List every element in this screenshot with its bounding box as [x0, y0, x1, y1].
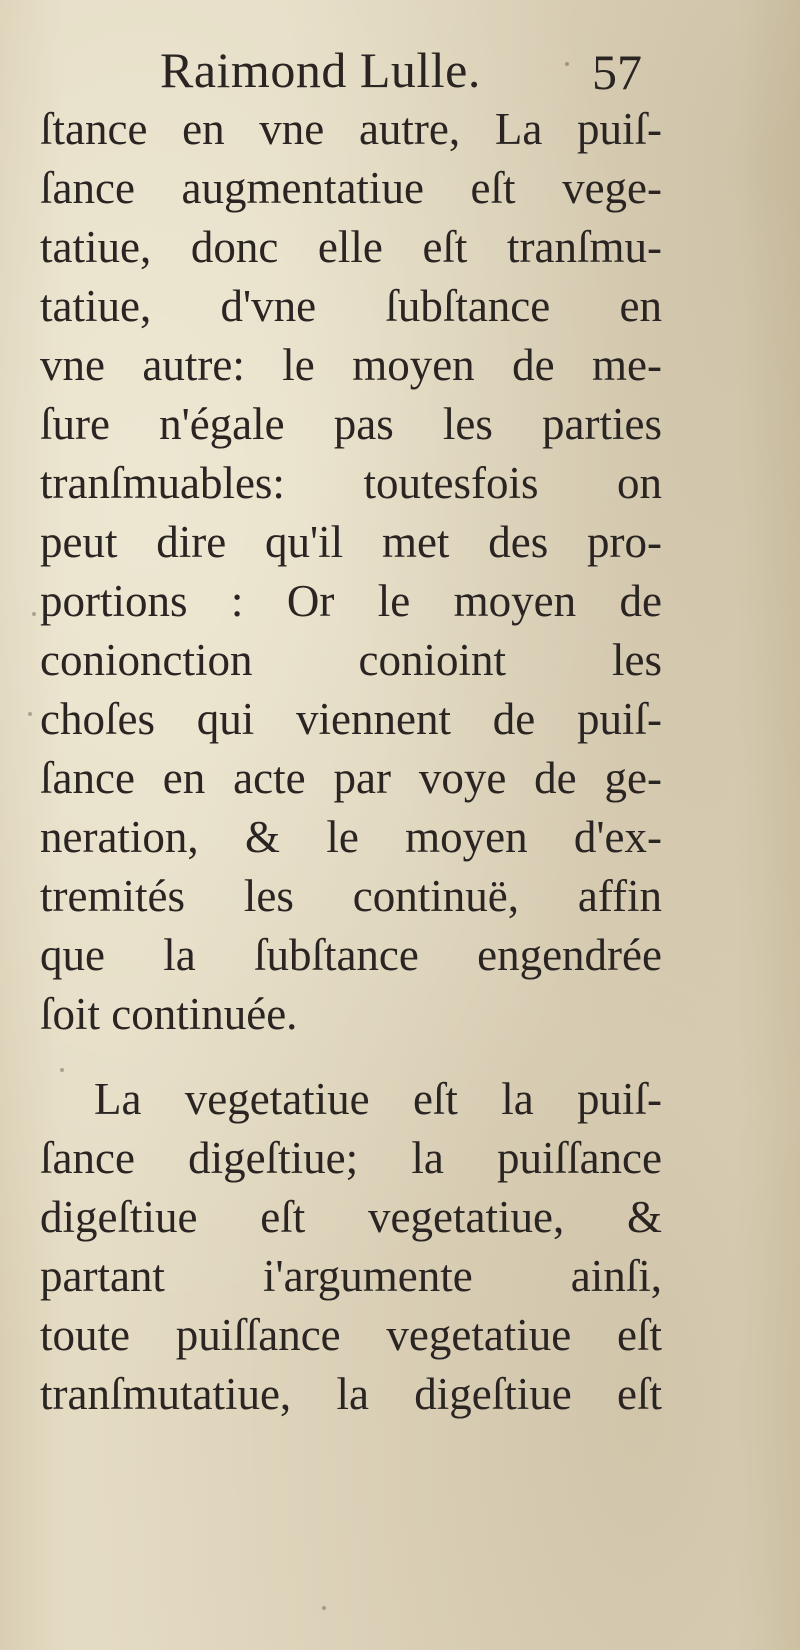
- text-line: ſure n'égale pas les parties: [40, 399, 662, 449]
- text-line: tranſmutatiue, la digeſtiue eſt: [40, 1369, 662, 1419]
- text-line: ſoit continuée.: [40, 989, 298, 1039]
- paper-speck: [60, 1068, 64, 1072]
- text-line: portions : Or le moyen de: [40, 576, 662, 626]
- text-line: toute puiſſance vegetatiue eſt: [40, 1310, 662, 1360]
- text-line: conionction conioint les: [40, 635, 662, 685]
- text-line: digeſtiue eſt vegetatiue, &: [40, 1192, 662, 1242]
- text-line: La vegetatiue eſt la puiſ-: [94, 1074, 662, 1124]
- running-title: Raimond Lulle.: [160, 42, 481, 98]
- page-number: 57: [592, 44, 642, 100]
- text-line: choſes qui viennent de puiſ-: [40, 694, 662, 744]
- body-text: [40, 100, 662, 1424]
- text-line: ſance en acte par voye de ge-: [40, 753, 662, 803]
- paper-speck: [322, 1606, 326, 1610]
- paper-speck: [28, 712, 32, 716]
- text-line: peut dire qu'il met des pro-: [40, 517, 662, 567]
- paper-speck: [565, 62, 569, 66]
- text-line: tatiue, d'vne ſubſtance en: [40, 281, 662, 331]
- paragraph-gap: [40, 1044, 662, 1070]
- page-header: [0, 38, 800, 102]
- text-line: tremités les continuë, affin: [40, 871, 662, 921]
- text-line: ſance digeſtiue; la puiſſance: [40, 1133, 662, 1183]
- text-line: neration, & le moyen d'ex-: [40, 812, 662, 862]
- text-line: ſtance en vne autre, La puiſ-: [40, 104, 662, 154]
- text-line: vne autre: le moyen de me-: [40, 340, 662, 390]
- paper-speck: [32, 612, 36, 616]
- text-line: tranſmuables: toutesfois on: [40, 458, 662, 508]
- text-line: tatiue, donc elle eſt tranſmu-: [40, 222, 662, 272]
- text-line: ſance augmentatiue eſt vege-: [40, 163, 662, 213]
- text-line: partant i'argumente ainſi,: [40, 1251, 662, 1301]
- text-line: que la ſubſtance engendrée: [40, 930, 662, 980]
